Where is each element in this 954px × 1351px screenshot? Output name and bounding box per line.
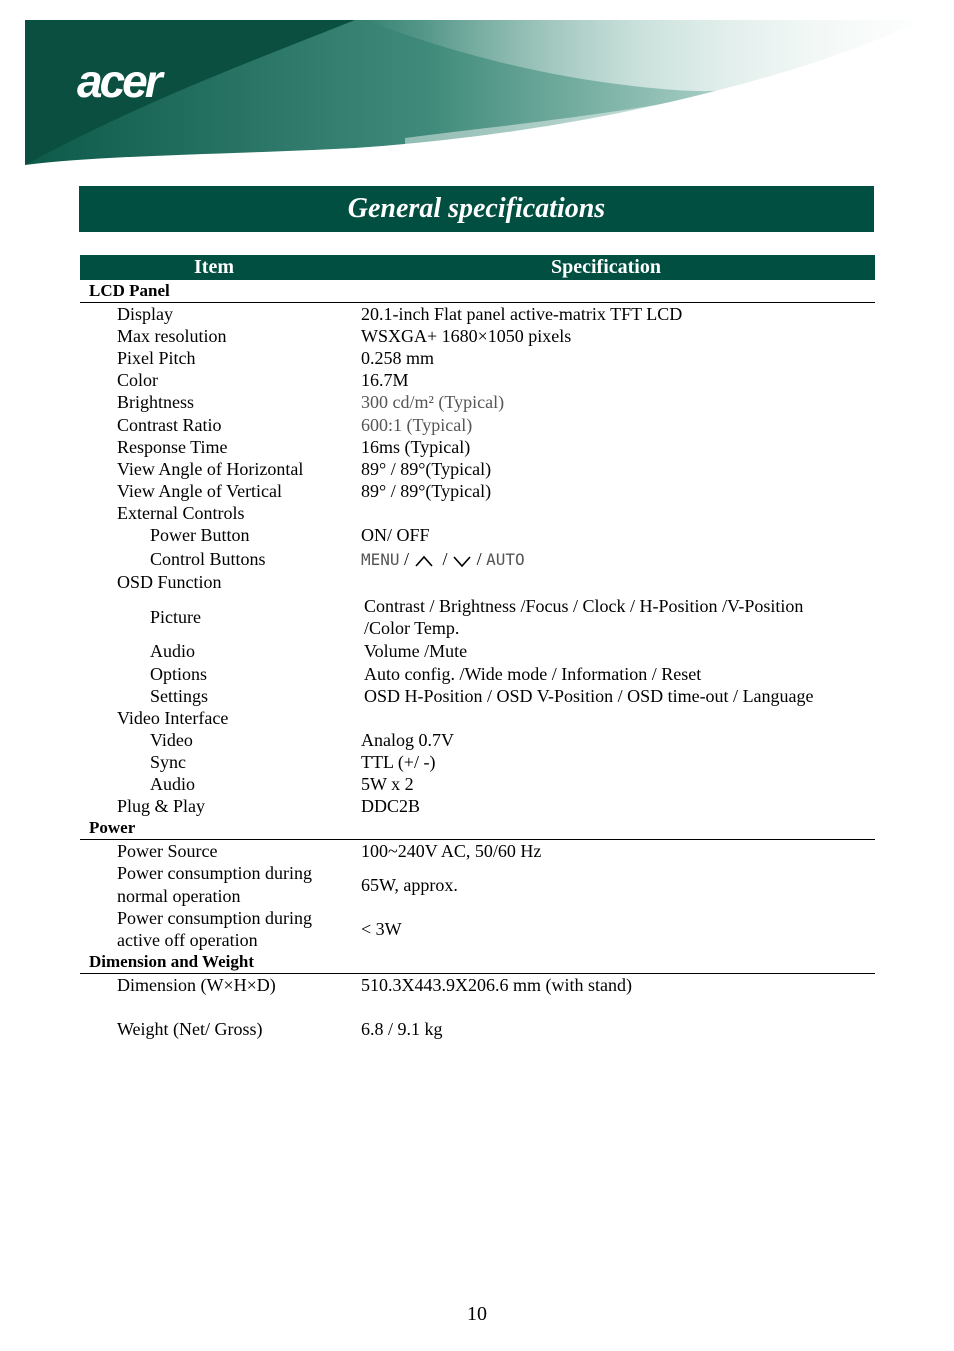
row-label: View Angle of Horizontal [117,459,304,479]
row-label: Brightness [117,392,195,412]
row-value: 300 cd/m² (Typical) [361,392,505,412]
control-buttons-value [361,548,525,571]
row-value: TTL (+/ -) [361,752,436,772]
row-value: 20.1-inch Flat panel active-matrix TFT LCD [361,304,683,324]
row-label: Color [117,370,159,390]
row-label: Power Source [117,841,218,861]
row-value: 16ms (Typical) [361,437,471,457]
row-label: Power Button [150,525,250,545]
row-label: Sync [150,752,186,772]
section-power: Power [80,817,875,840]
section-dimension-weight: Dimension and Weight [80,951,875,974]
row-label: Picture [150,607,201,627]
row-value: /Color Temp. [364,618,460,638]
column-header-item: Item [194,256,234,278]
acer-logo: acer [77,55,160,107]
down-arrow-icon [452,554,472,568]
row-value: 65W, approx. [361,875,458,895]
row-label: Plug & Play [117,796,206,816]
row-value: 89° / 89°(Typical) [361,459,492,479]
row-label: Audio [150,774,195,794]
separator: / [442,549,448,569]
row-value: 16.7M [361,370,409,390]
row-label: Contrast Ratio [117,415,222,435]
auto-key: AUTO [486,550,525,569]
row-label: Control Buttons [150,549,266,569]
row-value: < 3W [361,919,402,939]
row-label: OSD Function [117,572,222,592]
row-value: 89° / 89°(Typical) [361,481,492,501]
row-value: Auto config. /Wide mode / Information / Reset [364,664,702,684]
row-value: 0.258 mm [361,348,435,368]
row-value: Contrast / Brightness /Focus / Clock / H-Position /V-Position [364,596,804,616]
row-label: active off operation [117,930,258,950]
row-value: 510.3X443.9X206.6 mm (with stand) [361,975,632,995]
page-title-bar [79,186,874,232]
row-label: Response Time [117,437,228,457]
row-label: Video [150,730,193,750]
banner-graphic [25,20,925,168]
row-label: Settings [150,686,209,706]
separator: / [404,549,410,569]
header-banner [25,20,925,168]
row-label: External Controls [117,503,245,523]
row-label: Display [117,304,173,324]
menu-key: MENU [361,550,400,569]
page-number: 10 [467,1303,487,1325]
row-label: Weight (Net/ Gross) [117,1019,263,1039]
section-lcd-panel: LCD Panel [80,280,875,303]
page-title: General specifications [347,193,606,224]
separator: / [476,549,482,569]
row-value: WSXGA+ 1680×1050 pixels [361,326,572,346]
up-arrow-icon [414,554,434,568]
row-label: Max resolution [117,326,227,346]
row-label: Power consumption during [117,908,312,928]
row-label: Audio [150,641,195,661]
row-value: 600:1 (Typical) [361,415,473,435]
row-value: OSD H-Position / OSD V-Position / OSD time-out / Language [364,686,814,706]
row-label: Video Interface [117,708,229,728]
row-label: Power consumption during [117,863,312,883]
row-label: normal operation [117,886,241,906]
row-label: Options [150,664,208,684]
row-value: 6.8 / 9.1 kg [361,1019,443,1039]
row-value: ON/ OFF [361,525,430,545]
row-value: Volume /Mute [364,641,468,661]
row-label: Pixel Pitch [117,348,196,368]
row-label: Dimension (W×H×D) [117,975,276,995]
column-header-specification: Specification [551,256,661,278]
table-header [80,255,875,280]
row-value: 5W x 2 [361,774,414,794]
row-value: DDC2B [361,796,421,816]
row-value: Analog 0.7V [361,730,454,750]
row-label: View Angle of Vertical [117,481,283,501]
row-value: 100~240V AC, 50/60 Hz [361,841,542,861]
